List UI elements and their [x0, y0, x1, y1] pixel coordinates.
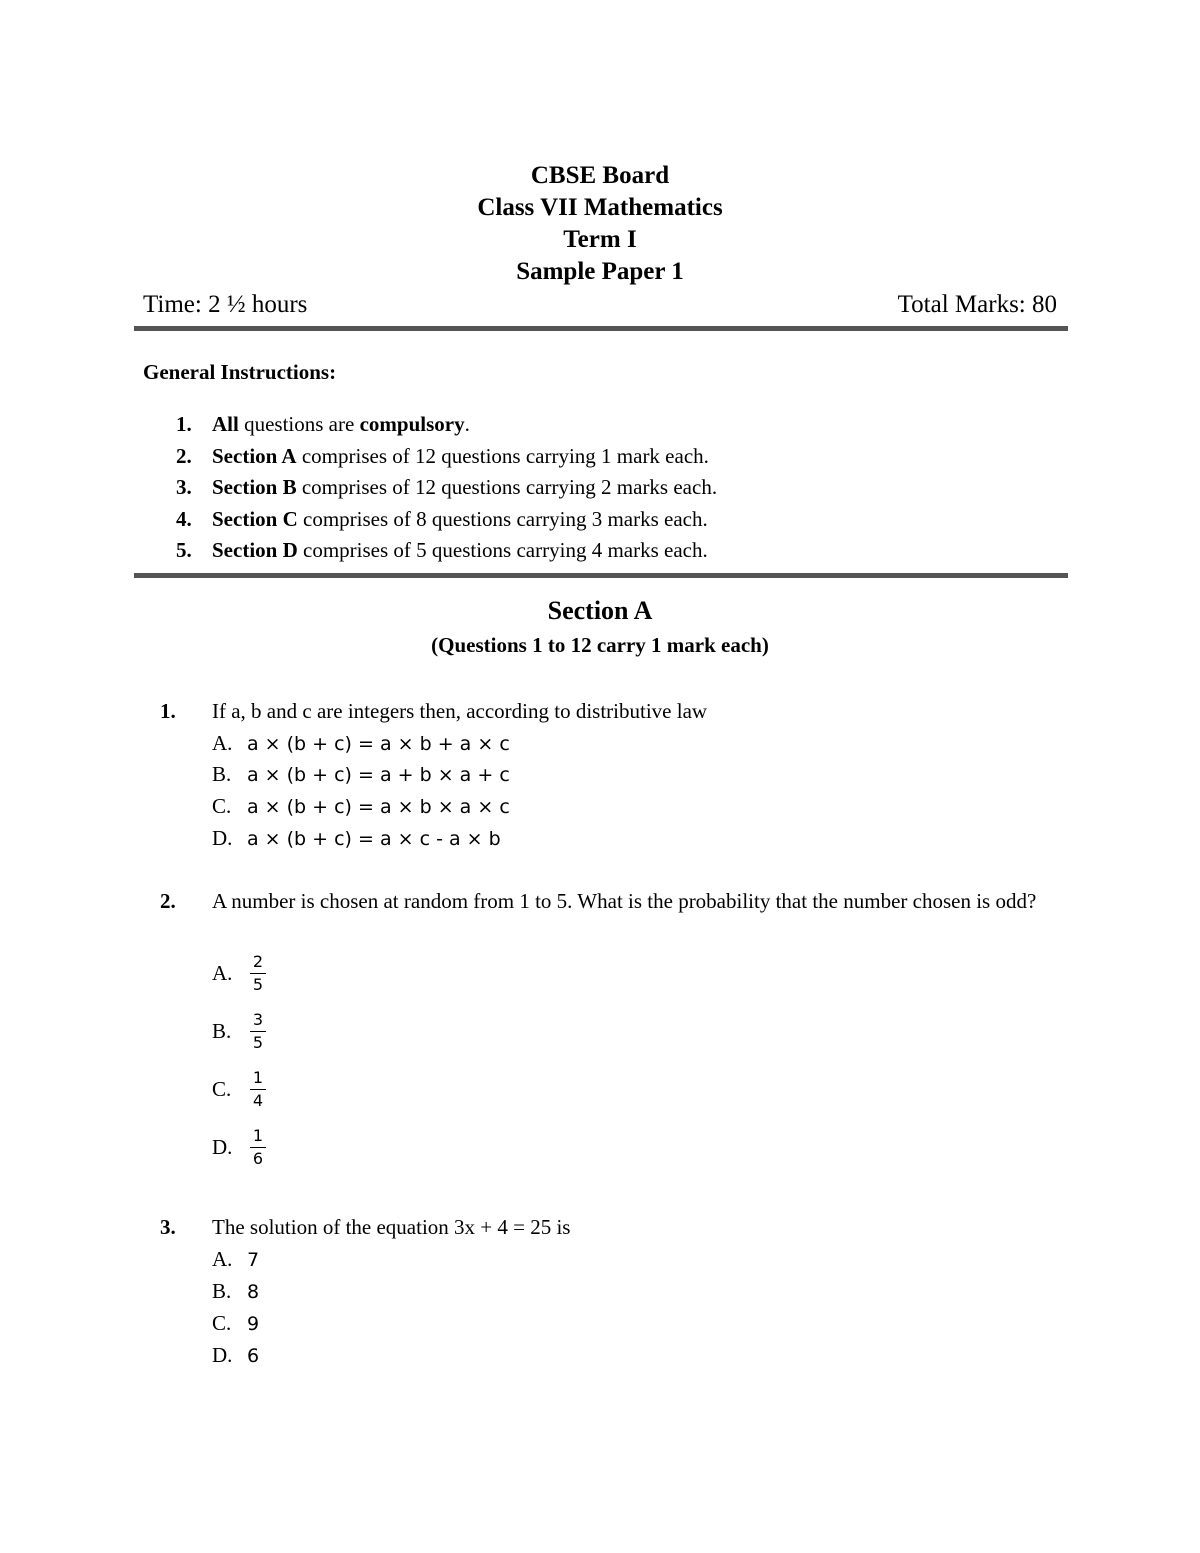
- option-label: C.: [212, 1077, 232, 1101]
- instruction-number: 3.: [176, 475, 192, 499]
- class-title: Class VII Mathematics: [477, 194, 723, 221]
- option-item: D. a × (b + c) = a × c - a × b: [212, 826, 501, 850]
- instruction-number: 4.: [176, 507, 192, 531]
- instruction-text: Section B comprises of 12 questions carrying 2 marks each.: [212, 475, 718, 499]
- fraction: 1 6: [250, 1126, 266, 1169]
- option-item: C. 9: [212, 1311, 260, 1335]
- instruction-number: 5.: [176, 538, 192, 562]
- section-title: Section A: [547, 596, 653, 625]
- question-text: The solution of the equation 3x + 4 = 25 is: [212, 1215, 571, 1239]
- fraction: 1 4: [250, 1068, 266, 1111]
- instruction-number: 2.: [176, 444, 192, 468]
- board-title: CBSE Board: [530, 162, 670, 189]
- option-item: D. 6: [212, 1343, 260, 1367]
- fraction: 3 5: [250, 1010, 266, 1053]
- header-divider: [134, 326, 1068, 331]
- paper-header: [0, 160, 1200, 288]
- option-item: A. 7: [212, 1247, 260, 1271]
- question-text: A number is chosen at random from 1 to 5. What is the probability that the number chosen is odd?: [212, 889, 1037, 913]
- option-item: A. a × (b + c) = a × b + a × c: [212, 731, 510, 755]
- instruction-text: Section A comprises of 12 questions carrying 1 mark each.: [212, 444, 709, 468]
- question-number: 1.: [160, 699, 176, 723]
- question-number: 3.: [160, 1215, 176, 1239]
- option-item: B. 8: [212, 1279, 260, 1303]
- instruction-text: All questions are compulsory.: [212, 412, 470, 436]
- option-item: B. a × (b + c) = a + b × a + c: [212, 762, 510, 786]
- option-label: A.: [212, 961, 233, 985]
- instruction-number: 1.: [176, 412, 192, 436]
- paper-title: Sample Paper 1: [516, 258, 684, 285]
- section-subtitle: (Questions 1 to 12 carry 1 mark each): [431, 633, 769, 657]
- total-marks-label: Total Marks: 80: [897, 291, 1057, 318]
- option-label: D.: [212, 1135, 233, 1159]
- instructions-divider: [134, 573, 1068, 578]
- question-text: If a, b and c are integers then, according to distributive law: [212, 699, 708, 723]
- term-title: Term I: [563, 226, 637, 253]
- time-label: Time: 2 ½ hours: [143, 291, 308, 318]
- instructions-title: General Instructions:: [143, 360, 337, 384]
- question-number: 2.: [160, 889, 176, 913]
- option-item: C. a × (b + c) = a × b × a × c: [212, 794, 510, 818]
- fraction: 2 5: [250, 952, 266, 995]
- instruction-text: Section C comprises of 8 questions carrying 3 marks each.: [212, 507, 708, 531]
- instruction-text: Section D comprises of 5 questions carrying 4 marks each.: [212, 538, 708, 562]
- option-label: B.: [212, 1019, 232, 1043]
